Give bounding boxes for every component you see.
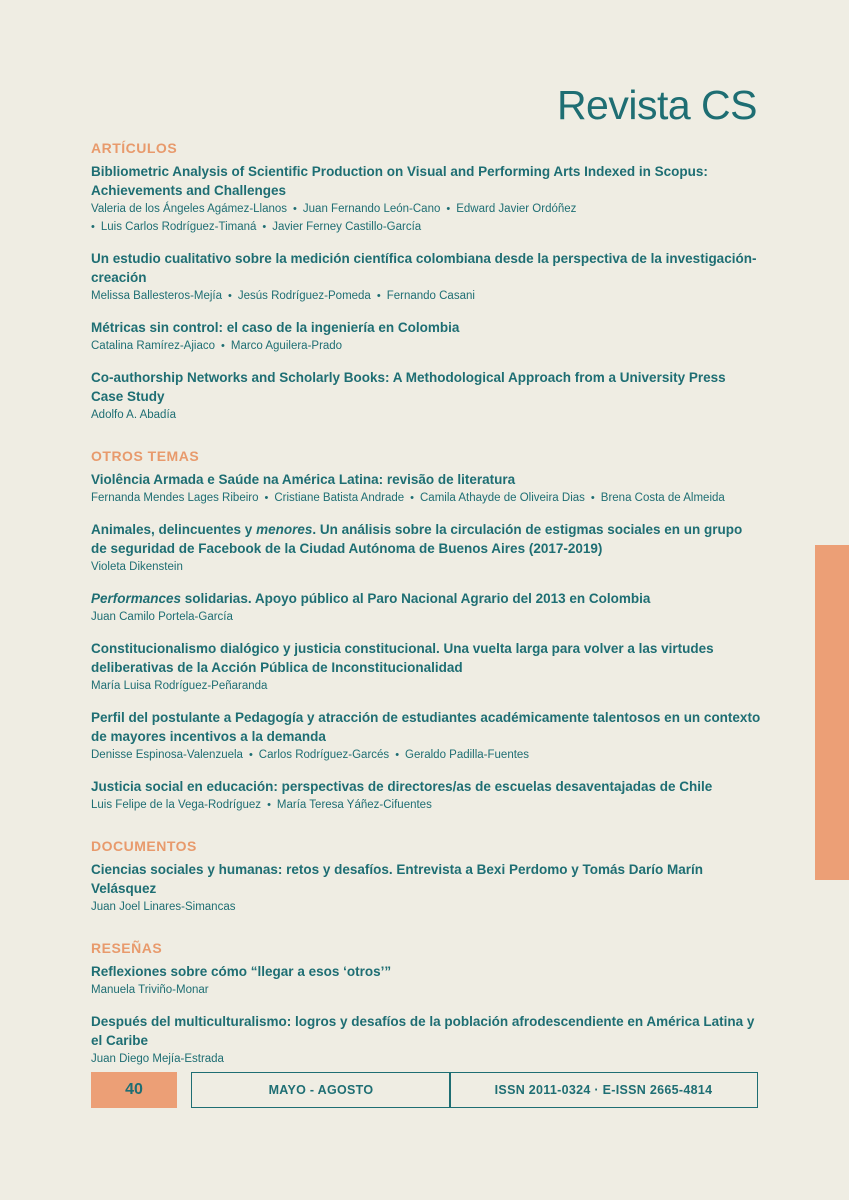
article-entry [91,470,761,507]
article-title-part: Violência Armada e Saúde na América Latina: revisão de literatura [91,472,516,487]
table-of-contents [91,140,761,1092]
article-title-part: Performances [91,591,182,606]
article-title-part: menores [256,522,313,537]
article-entry [91,708,761,764]
article-authors [91,489,761,507]
author-name: Juan Joel Linares-Simancas [91,901,236,913]
author-name: Adolfo A. Abadía [91,409,177,421]
article-title[interactable] [91,520,761,558]
article-authors [91,406,761,424]
article-title-part: Perfil del postulante a Pedagogía y atracción de estudiantes académicamente talentosos en un contexto de mayores incentivos a la demanda [91,710,761,744]
article-title-part: . Un análisis sobre la circulación de estigmas sociales en un grupo de seguridad de Facebook de la Ciudad Autónoma de Buenos Aires (2017-2019) [91,522,743,556]
author-name: Luis Felipe de la Vega-Rodríguez [91,799,262,811]
bullet-separator-icon: • [376,290,381,302]
author-name: Fernanda Mendes Lages Ribeiro [91,492,259,504]
author-name: Cristiane Batista Andrade [274,492,405,504]
article-authors [91,200,761,218]
bullet-separator-icon: • [267,799,271,811]
author-name: Valeria de los Ángeles Agámez-Llanos [91,203,288,215]
article-title[interactable] [91,470,761,489]
article-title-part: Co-authorship Networks and Scholarly Books: A Methodological Approach from a University Press Case Study [91,370,726,404]
article-title-part: Reflexiones sobre cómo “llegar a esos ‘otros’” [91,964,392,979]
author-name: Juan Diego Mejía-Estrada [91,1053,224,1065]
toc-section [91,940,761,1068]
author-name: Juan Camilo Portela-García [91,611,233,623]
author-name: Melissa Ballesteros-Mejía [91,290,223,302]
author-name: Marco Aguilera-Prado [230,340,343,352]
author-name: María Teresa Yáñez-Cifuentes [276,799,432,811]
bullet-separator-icon: • [395,749,400,761]
journal-title: Revista CS [556,82,757,128]
toc-section [91,140,761,424]
bullet-separator-icon: • [248,749,253,761]
article-authors [91,677,761,695]
article-title-part: Bibliometric Analysis of Scientific Production on Visual and Performing Arts Indexed in Scopus: Achievements and Challenges [91,164,708,198]
article-authors [91,558,761,576]
section-heading: ARTÍCULOS [91,140,178,156]
article-entry [91,1012,761,1068]
article-entry [91,962,761,999]
author-name: Edward Javier Ordóñez [456,203,577,215]
article-authors [91,337,761,355]
article-entry [91,777,761,814]
article-title-part: solidarias. Apoyo público al Paro Nacional Agrario del 2013 en Colombia [181,591,651,606]
article-authors [91,796,761,814]
article-title[interactable] [91,962,761,981]
toc-section [91,838,761,916]
article-authors [91,898,761,916]
article-entry [91,249,761,305]
article-title-part: Constitucionalismo dialógico y justicia constitucional. Una vuelta larga para volver a las virtudes deliberativas de la Acción Pública de Inconstitucionalidad [91,641,714,675]
section-heading: RESEÑAS [91,940,163,956]
author-name: Luis Carlos Rodríguez-Timaná [100,221,257,233]
article-entry [91,639,761,695]
article-title-part: Después del multiculturalismo: logros y desafíos de la población afrodescendiente en América Latina y el Caribe [91,1014,755,1048]
author-name: Fernando Casani [386,290,475,302]
article-title[interactable] [91,639,761,677]
article-title[interactable] [91,249,761,287]
article-entry [91,368,761,424]
article-authors [91,218,761,236]
bullet-separator-icon: • [410,492,414,504]
article-authors [91,746,761,764]
issue-period: MAYO - AGOSTO [191,1072,451,1108]
side-tab-decoration [815,545,849,880]
article-title-part: Justicia social en educación: perspectivas de directores/as de escuelas desaventajadas de Chile [91,779,713,794]
author-name: María Luisa Rodríguez-Peñaranda [91,680,268,692]
bullet-separator-icon: • [293,203,297,215]
article-entry [91,162,761,236]
article-entry [91,860,761,916]
article-title-part: Un estudio cualitativo sobre la medición científica colombiana desde la perspectiva de la investigación-creación [91,251,757,285]
toc-section [91,448,761,814]
article-title[interactable] [91,777,761,796]
article-title[interactable] [91,589,761,608]
bullet-separator-icon: • [91,221,95,233]
article-title[interactable] [91,368,761,406]
author-name: Brena Costa de Almeida [600,492,725,504]
article-entry [91,318,761,355]
author-name: Carlos Rodríguez-Garcés [258,749,390,761]
article-title[interactable] [91,162,761,200]
bullet-separator-icon: • [446,203,451,215]
article-authors [91,981,761,999]
author-name: Catalina Ramírez-Ajiaco [91,340,215,352]
article-title[interactable] [91,860,761,898]
article-authors [91,1050,761,1068]
author-name: Juan Fernando León-Cano [302,203,441,215]
section-heading: OTROS TEMAS [91,448,200,464]
author-name: Javier Ferney Castillo-García [272,221,422,233]
article-authors [91,608,761,626]
article-title[interactable] [91,708,761,746]
article-title[interactable] [91,1012,761,1050]
section-heading: DOCUMENTOS [91,838,197,854]
article-entry [91,520,761,576]
bullet-separator-icon: • [590,492,595,504]
author-name: Camila Athayde de Oliveira Dias [420,492,585,504]
bullet-separator-icon: • [228,290,232,302]
bullet-separator-icon: • [221,340,225,352]
article-title-part: Ciencias sociales y humanas: retos y desafíos. Entrevista a Bexi Perdomo y Tomás Darío Marín Velásquez [91,862,703,896]
page-number: 40 [91,1072,177,1108]
author-name: Geraldo Padilla-Fuentes [405,749,530,761]
article-authors [91,287,761,305]
author-name: Violeta Dikenstein [91,561,183,573]
article-title-part: Métricas sin control: el caso de la ingeniería en Colombia [91,320,460,335]
author-name: Jesús Rodríguez-Pomeda [237,290,371,302]
article-entry [91,589,761,626]
author-name: Manuela Triviño-Monar [91,984,209,996]
author-name: Denisse Espinosa-Valenzuela [91,749,243,761]
article-title[interactable] [91,318,761,337]
bullet-separator-icon: • [264,492,269,504]
bullet-separator-icon: • [262,221,267,233]
article-title-part: Animales, delincuentes y [91,522,257,537]
issn-info: ISSN 2011-0324 · E-ISSN 2665-4814 [449,1072,758,1108]
